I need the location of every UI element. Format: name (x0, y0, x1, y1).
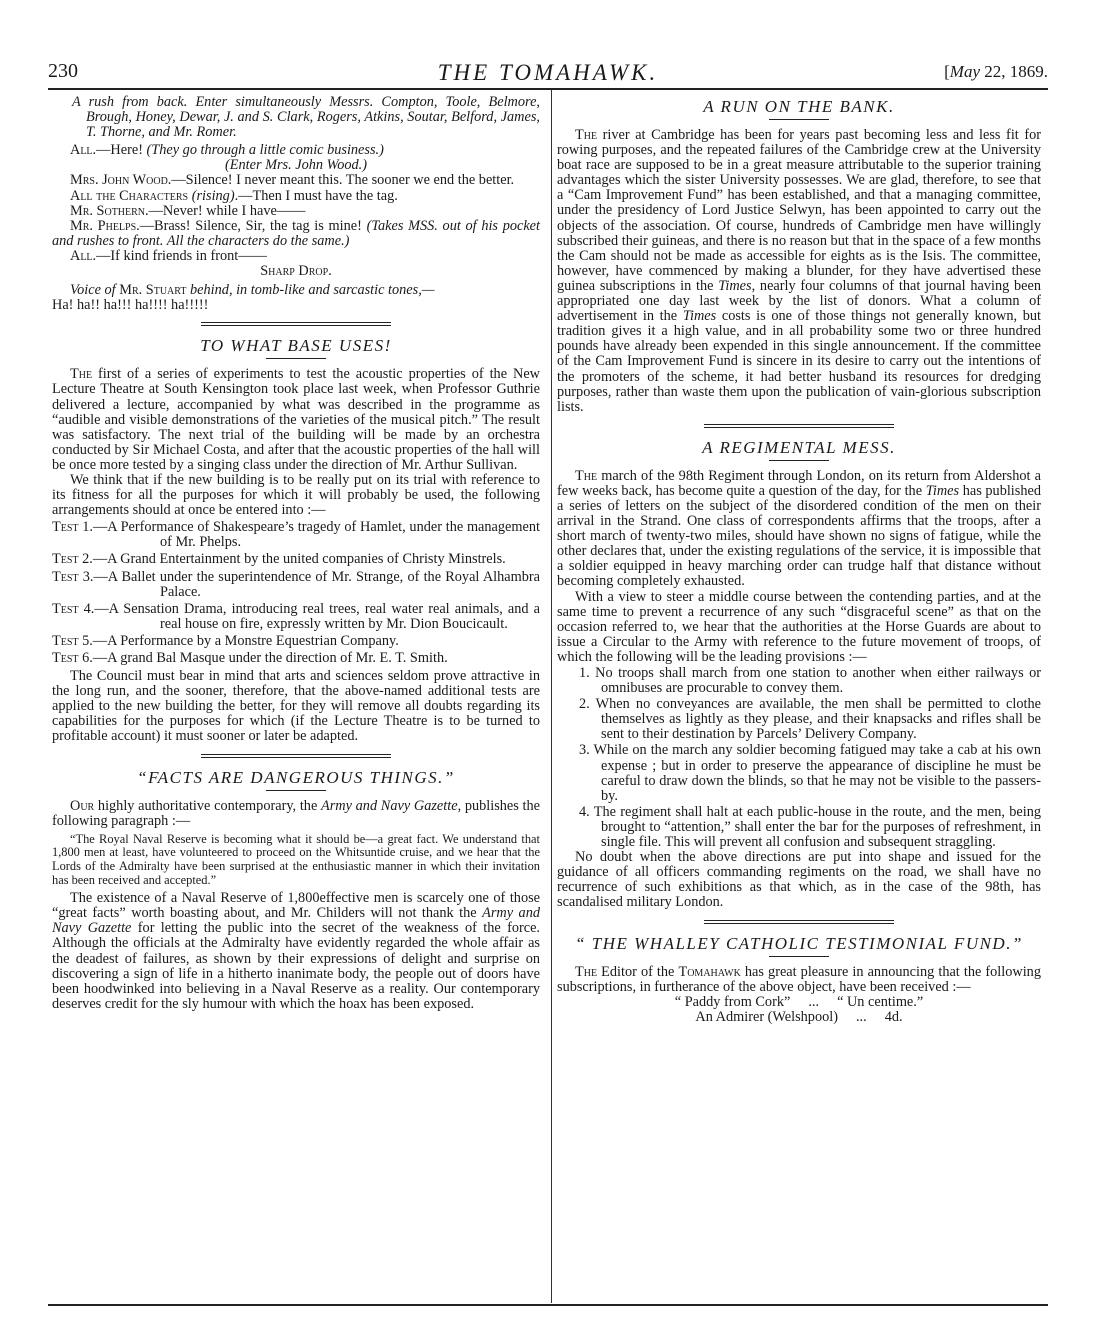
issue-date-month: May (949, 62, 980, 81)
base-uses-para-2: We think that if the new building is to be really put on its trial with reference to its fitness for all the purposes for which it will probably be used, the following arrangements should at once be entered into :— (52, 471, 540, 519)
dialogue-all-2 (52, 249, 540, 264)
provision-item: 2. When no conveyances are available, the men shall be permitted to clothe themselves as lightly as they please, and their knapsacks and rifles shall be sent to their destination by Parcels’ Delivery Company. (579, 696, 1041, 743)
speaker-wood: Mrs. John Wood. (70, 172, 172, 189)
dialogue-characters (52, 189, 540, 204)
mess-title: A REGIMENTAL MESS. (702, 437, 896, 457)
masthead-title: THE TOMAHAWK. (437, 60, 659, 85)
facts-title: “FACTS ARE DANGEROUS THINGS.” (137, 767, 455, 787)
voice-name: Mr. Stuart (119, 282, 187, 299)
mess-text-b: has published a series of letters on the subject of the disordered condition of the men on their arrival in the Strand. One class of correspondents affirms that the troops, after a short march of twenty-two miles, should have shown no signs of fatigue, while the other declares that, under the existing regulations of the service, it is impossible that a soldier equipped in heavy marching order can trudge half that distance without becoming completely exhausted. (557, 482, 1041, 590)
speaker-phelps: Mr. Phelps. (70, 217, 140, 234)
subscription-amount: “ Un centime.” (837, 993, 924, 1010)
facts-para-publication: Army and Navy Gazette (52, 905, 540, 937)
mess-text-a: march of the 98th Regiment through London, on its return from Aldershot a few weeks back, has become quite a question of the day, for the (557, 467, 1041, 499)
test-text: —A Performance of Shakespeare’s tragedy of Hamlet, under the management of Mr. Phelps. (92, 519, 540, 551)
subscriptions-list (557, 995, 1041, 1025)
base-uses-lead: The (70, 366, 93, 383)
page-number: 230 (48, 60, 78, 82)
run-title: A RUN ON THE BANK. (703, 97, 895, 116)
whalley-text-a: Editor of the (597, 963, 679, 980)
provision-item: 3. While on the march any soldier becoming fatigued may take a cab at his own expense ; but in order to preserve the appearance of discipline he must be careful to draw down the blinds, so that he may not be visible to the passers-by. (579, 742, 1041, 804)
line-phelps: —Brass! Silence, Sir, the tag is mine! (139, 217, 362, 234)
facts-para-a: The existence of a Naval Reserve of 1,800effective men is scarcely one of those “great facts” worth boasting about, and Mr. Childers will not thank the (52, 890, 540, 922)
facts-intro-b: , publishes the following paragraph :— (52, 797, 541, 829)
line-all-2: —If kind friends in front—— (96, 247, 267, 264)
test-item (52, 651, 540, 666)
test-label: Test 4. (52, 600, 95, 617)
whalley-text-b: has great pleasure in announcing that the following subscriptions, in furtherance of the above object, have been received :— (557, 963, 1041, 995)
sharp-drop: Sharp Drop. (260, 263, 332, 280)
run-times-2: Times (682, 308, 717, 325)
title-rule (769, 460, 829, 461)
column-divider (551, 90, 552, 1303)
title-rule (266, 790, 326, 791)
test-item (52, 634, 540, 649)
facts-quote: “The Royal Naval Reserve is becoming what it should be—a great fact. We understand that 1,800 men at least, have volunteered to proceed on the Whitsuntide cruise, and we hear that the Lords of the Admiralty have been surprised at the enthusiastic manner in which their invitation has been received and accepted.” (52, 831, 540, 887)
whalley-lead: The (575, 963, 598, 980)
title-rule (769, 956, 829, 957)
section-separator (704, 424, 894, 428)
leader-dots: ... (855, 1008, 867, 1025)
section-separator (201, 754, 391, 758)
test-label: Test 2. (52, 551, 93, 568)
facts-intro-publication: Army and Navy Gazette (321, 797, 458, 814)
run-text-a: river at Cambridge has been for years past becoming less and less fit for rowing purposes, and the repeated failures of the Cambridge crew at the University boat race are supposed to be in a great measure attributable to the superior training advantages which the sister University possesses. We are glad, therefore, to see that a “Cam Improvement Fund” has been established, and that a managing committee, under the presidency of Lord Justice Selwyn, has been appointed to carry out the objects of the association. Of course, hundreds of Cambridge men have willingly subscribed their guineas, and there is no reason but that in the space of a few months the Cam should not be made as accessible for eights as is the Isis. The committee, however, have commenced by making a blunder, for they have advertised these guinea subscriptions in the (557, 127, 1041, 294)
mess-times: Times (925, 482, 960, 499)
whalley-title: “ THE WHALLEY CATHOLIC TESTIMONIAL FUND.” (575, 933, 1023, 953)
base-uses-para-3: The Council must bear in mind that arts and sciences seldom prove attractive in the long run, and the sooner, therefore, that the above-named additional tests are applied to the new building the better, for they will remove all doubts regarding its capabilities for the purposes for which (if the Lecture Theatre is to be turned to profitable account) it must sooner or later be adapted. (52, 668, 540, 745)
facts-para-b: for letting the public into the secret of the weakness of the force. Although the officials at the Admiralty have evidently regarded the whole affair as the deadest of failures, as shown by their expressions of delight and surprise on discovering a sign of life in a hitherto inanimate body, the people out of doors have been hoodwinked into believing in a Naval Reserve as a reality. Our contemporary deserves credit for the sly humour with which the hoax has been exposed. (52, 920, 541, 1012)
section-separator (201, 322, 391, 326)
direction-phelps: (Takes MSS. out of his pocket and rushes to front. All the characters do the same.) (52, 217, 540, 249)
test-text: —A Performance by a Monstre Equestrian Company. (92, 632, 399, 649)
whalley-paper: Tomahawk (678, 963, 741, 980)
base-uses-title: TO WHAT BASE USES! (200, 336, 392, 356)
direction-characters: (rising) (191, 187, 235, 204)
subscription-row (557, 1010, 1041, 1025)
provision-item: 1. No troops shall march from one station to another when either railways or omnibuses are procurable to convey them. (579, 665, 1041, 697)
title-rule (266, 358, 326, 359)
dialogue-wood (52, 173, 540, 188)
test-text: —A Grand Entertainment by the united companies of Christy Minstrels. (92, 551, 506, 568)
test-text: —A Ballet under the superintendence of Mr. Strange, of the Royal Alhambra Palace. (93, 568, 540, 600)
direction-all: (They go through a little comic business.) (146, 142, 384, 159)
test-label: Test 6. (52, 650, 93, 666)
mess-para-1 (557, 469, 1041, 590)
speaker-all-2: All. (70, 247, 97, 264)
left-column (52, 95, 540, 1012)
provisions-list (557, 666, 1041, 850)
facts-para (52, 891, 540, 1012)
speaker-all: All. (70, 142, 97, 159)
facts-intro-a: highly authoritative contemporary, the (94, 797, 321, 814)
facts-lead: Our (70, 797, 95, 814)
voice-line (52, 283, 540, 298)
laugh-line: Ha! ha!! ha!!! ha!!!! ha!!!!! (52, 297, 209, 314)
whalley-para (557, 965, 1041, 995)
test-label: Test 3. (52, 568, 94, 585)
line-all: —Here! (96, 142, 147, 159)
test-item (52, 520, 540, 550)
dialogue-sothern (52, 204, 540, 219)
issue-date-rest: 22, 1869. (980, 62, 1048, 81)
line-wood: —Silence! I never meant this. The sooner we end the better. (171, 172, 515, 189)
subscriber-name: “ Paddy from Cork” (674, 993, 791, 1010)
dialogue-phelps (52, 219, 540, 249)
footer-rule (48, 1304, 1048, 1306)
issue-date: [May 22, 1869. (944, 62, 1048, 81)
mess-para-3: No doubt when the above directions are put into shape and issued for the guidance of all officers commanding regiments on the road, we shall have no recurrence of such exhibitions as that which, as in the case of the 98th, has scandalised military London. (557, 849, 1041, 911)
subscription-row (557, 995, 1041, 1010)
run-text-b: , nearly four columns of that journal having been appropriated one day last week by the list of donors. What a column of advertisement in the (557, 277, 1042, 325)
run-para (557, 128, 1041, 415)
title-rule (769, 119, 829, 120)
facts-intro (52, 799, 540, 829)
page-header (48, 60, 1048, 88)
run-lead: The (575, 127, 598, 143)
voice-direction: behind, in tomb-like and sarcastic tones,— (186, 282, 435, 299)
test-item (52, 570, 540, 600)
run-times-1: Times (718, 277, 752, 294)
right-column (557, 95, 1041, 1025)
test-item (52, 602, 540, 632)
voice-lead: Voice of (70, 282, 120, 299)
subscriber-name: An Admirer (Welshpool) (695, 1008, 838, 1025)
mess-lead: The (575, 467, 598, 484)
test-label: Test 1. (52, 519, 93, 536)
section-separator (704, 920, 894, 924)
header-rule (48, 88, 1048, 90)
speaker-sothern: Mr. Sothern. (70, 202, 149, 219)
base-uses-para-1 (52, 367, 540, 473)
tests-list (52, 520, 540, 666)
run-text-c: costs is one of those things not generally known, but tradition gives it a high value, and in all probability some two or three hundred pounds have already been expended in this single announcement. If the committee of the Cam Improvement Fund is sincere in its desire to carry out the intentions of the promoters of the scheme, it had better husband its resources for dredging purposes, rather than waste them upon the publication of vain-glorious subscription lists. (557, 308, 1041, 415)
dialogue-all (52, 143, 540, 158)
test-text: —A grand Bal Masque under the direction of Mr. E. T. Smith. (92, 650, 448, 666)
provision-item: 4. The regiment shall halt at each public-house in the route, and the men, being brought to “attention,” shall enter the bar for the purposes of refreshment, in single file. This will prevent all confusion and subsequent straggling. (579, 803, 1041, 851)
subscription-amount: 4d. (884, 1008, 903, 1025)
speaker-characters: All the Characters (70, 187, 189, 204)
line-characters: .—Then I must have the tag. (234, 187, 398, 204)
leader-dots: ... (808, 993, 820, 1010)
opening-stage-direction: A rush from back. Enter simultaneously Messrs. Compton, Toole, Belmore, Brough, Honey, Dewar, J. and S. Clark, Rogers, Atkins, Soutar, Belford, James, T. Thorne, and Mr. Romer. (72, 94, 540, 141)
mess-para-2: With a view to steer a middle course between the contending parties, and at the same time to prevent a recurrence of any such “disgraceful scene” as that on the occasion referred to, we hear that the authorities at the Horse Guards are about to issue a Circular to the Army with reference to the future movement of troops, of which the following will be the leading provisions :— (557, 588, 1041, 665)
base-uses-para-1-text: first of a series of experiments to test the acoustic properties of the New Lecture Theatre at South Kensington took place last week, when Professor Guthrie delivered a lecture, accompanied by what was described in the programme as “audible and visible demonstrations of the varieties of the musical pitch.” The result was satisfactory. The next trial of the building will be made by an orchestra conducted by Sir Michael Costa, and after that the acoustic properties of the hall will be once more tested by a singing class under the direction of Mr. Arthur Sullivan. (52, 366, 540, 473)
enter-direction: (Enter Mrs. John Wood.) (224, 157, 368, 174)
test-label: Test 5. (52, 632, 93, 649)
line-sothern: —Never! while I have—— (148, 202, 306, 219)
test-text: —A Sensation Drama, introducing real trees, real water real animals, and a real house on fire, expressly written by Mr. Dion Boucicault. (94, 600, 541, 632)
test-item (52, 552, 540, 567)
